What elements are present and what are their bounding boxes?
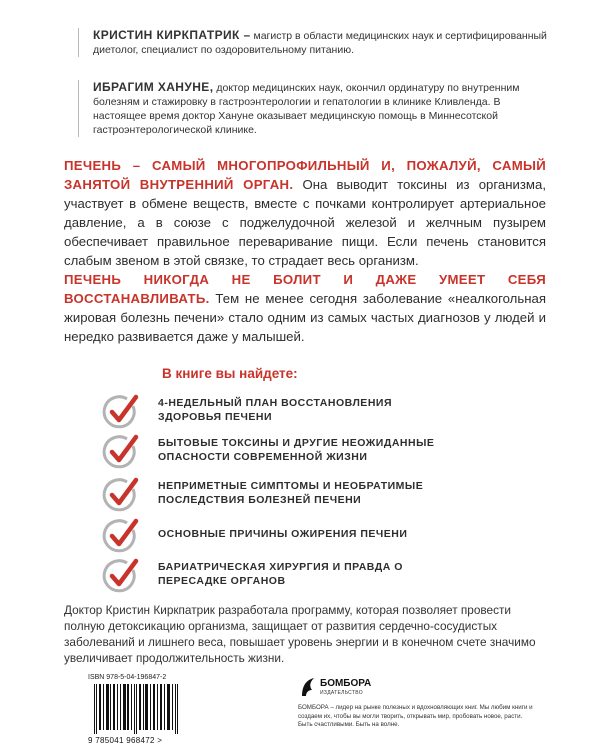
list-item-text: НЕПРИМЕТНЫЕ СИМПТОМЫ И НЕОБРАТИМЫЕ ПОСЛЕДСТВИЯ БОЛЕЗНЕЙ ПЕЧЕНИ <box>158 480 424 506</box>
intro-paragraph <box>64 156 546 270</box>
check-circle-icon <box>100 392 140 432</box>
program-description: Доктор Кристин Киркпатрик разработала программу, которая позволяет провести полную детоксикацию организма, защищает от развития сердечно-сосудистых заболеваний и лишнего веса, повышает уровень энергии и в конечном счете значимо увеличивает продолжительность жизни. <box>64 603 536 665</box>
barcode-digits: 9 785041 968472 > <box>88 736 163 745</box>
isbn-label: ISBN 978-5-04-196847-2 <box>88 674 167 681</box>
list-item-text: БАРИАТРИЧЕСКАЯ ХИРУРГИЯ И ПРАВДА О ПЕРЕСАДКЕ ОРГАНОВ <box>158 561 403 587</box>
author-name: ИБРАГИМ ХАНУНЕ, <box>93 80 214 94</box>
list-item <box>100 556 460 602</box>
list-item-text: БЫТОВЫЕ ТОКСИНЫ И ДРУГИЕ НЕОЖИДАННЫЕ ОПАСНОСТИ СОВРЕМЕННОЙ ЖИЗНИ <box>158 437 435 463</box>
list-item-text: 4-НЕДЕЛЬНЫЙ ПЛАН ВОССТАНОВЛЕНИЯ ЗДОРОВЬЯ ПЕЧЕНИ <box>158 397 392 423</box>
barcode-bars-icon <box>94 684 182 734</box>
publisher-blurb: БОМБОРА – лидер на рынке полезных и вдохновляющих книг. Мы любим книги и создаем их, чтобы вы могли творить, открывать мир, пробовать новое, расти. Быть счастливыми. Быть на волне. <box>298 704 533 728</box>
author-bio: доктор медицинских наук, окончил ординатуру по внутренним болезням и стажировку в гастроэнтерологии и гепатологии в клинике Кливленда. В настоящее время доктор Хануне оказывает медицинскую помощь в Миннесотской гастроэнтерологической клинике. <box>93 82 520 136</box>
publisher-logo <box>300 676 380 698</box>
bombora-wave-icon <box>300 676 316 698</box>
check-circle-icon <box>100 432 140 472</box>
list-item <box>100 475 460 521</box>
list-item-text: ОСНОВНЫЕ ПРИЧИНЫ ОЖИРЕНИЯ ПЕЧЕНИ <box>158 528 408 540</box>
author-block-hanoune <box>78 80 548 137</box>
second-paragraph <box>64 270 546 346</box>
check-circle-icon <box>100 556 140 596</box>
author-bio-line1: магистр в области медицинских наук <box>253 30 434 42</box>
author-block-kirkpatrick <box>78 28 548 57</box>
paragraph-lead: ПЕЧЕНЬ НИКОГДА НЕ БОЛИТ И ДАЖЕ УМЕЕТ СЕБЯ ВОССТАНАВЛИВАТЬ. <box>64 272 546 306</box>
publisher-name: БОМБОРА <box>320 678 372 689</box>
check-circle-icon <box>100 475 140 515</box>
find-title: В книге вы найдете: <box>162 366 298 381</box>
paragraph-body: Тем не менее сегодня заболевание «неалкогольная жировая болезнь печени» стало одним из самых частых диагнозов у людей и нередко развивается даже у малышей. <box>64 291 546 344</box>
barcode <box>88 674 188 746</box>
paragraph-lead: ПЕЧЕНЬ – САМЫЙ МНОГОПРОФИЛЬНЫЙ И, ПОЖАЛУЙ, САМЫЙ ЗАНЯТОЙ ВНУТРЕННИЙ ОРГАН. <box>64 158 546 192</box>
author-bio-rest: и сертифицированный диетолог, специалист по оздоровительному питанию. <box>93 30 547 56</box>
paragraph-body: Она выводит токсины из организма, участвует в обмене веществ, вместе с почками контролирует артериальное давление, а в союзе с поджелудочной железой и желчным пузырем обеспечивает правильное переваривание пищи. Если печень становится слабым звеном в этой связке, то страдает весь организм. <box>64 177 547 268</box>
author-name: КРИСТИН КИРКПАТРИК – <box>93 28 251 42</box>
check-circle-icon <box>100 516 140 556</box>
list-item <box>100 432 460 478</box>
publisher-sub: ИЗДАТЕЛЬСТВО <box>320 690 363 696</box>
